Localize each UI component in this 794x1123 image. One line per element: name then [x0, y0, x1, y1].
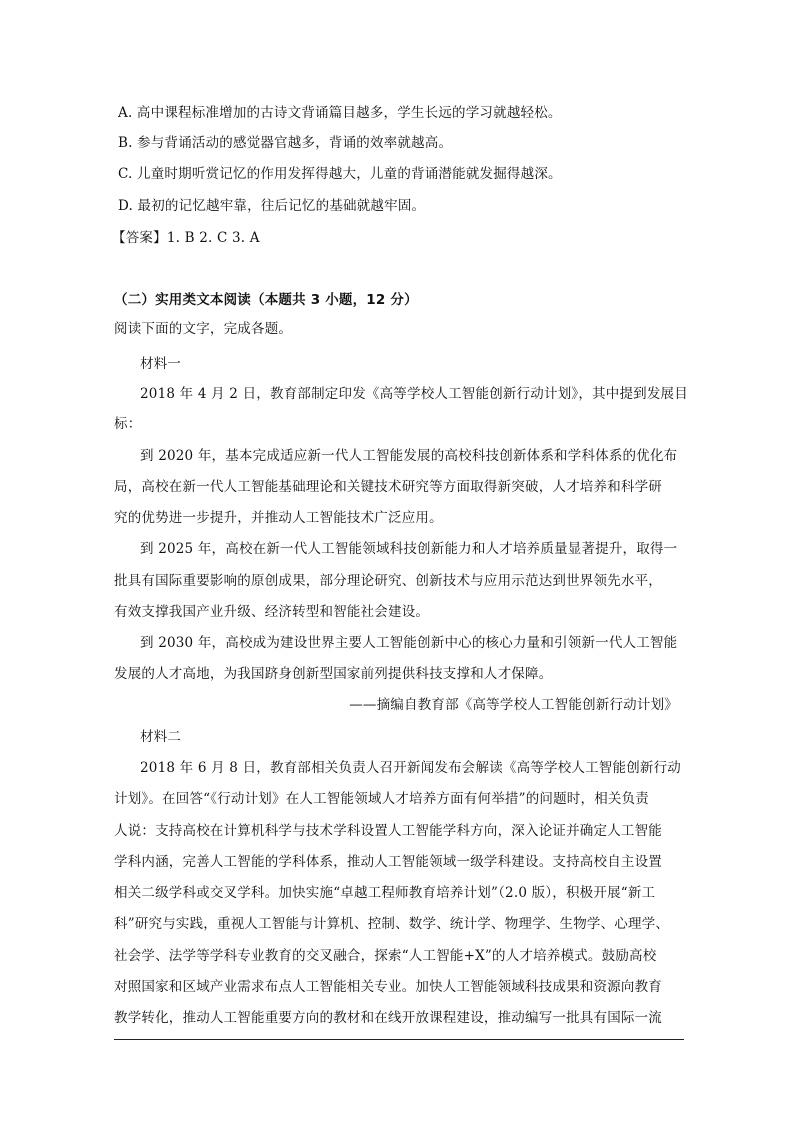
section-heading: （二）实用类文本阅读（本题共 3 小题，12 分）: [114, 292, 418, 308]
material1-p4-line2: 发展的人才高地，为我国跻身创新型国家前列提供科技支撑和人才保障。: [114, 666, 553, 682]
material1-p4-line1: 到 2030 年，高校成为建设世界主要人工智能创新中心的核心力量和引领新一代人工智能: [140, 635, 678, 651]
option-a: A. 高中课程标准增加的古诗文背诵篇目越多，学生长远的学习就越轻松。: [118, 105, 562, 121]
option-c: C. 儿童时期听赏记忆的作用发挥得越大，儿童的背诵潜能就发掘得越深。: [118, 166, 562, 182]
material2-p1-line7: 社会学、法学等学科专业教育的交叉融合，探索“人工智能+X”的人才培养模式。鼓励高校: [114, 948, 657, 964]
material1-p2-line2: 局，高校在新一代人工智能基础理论和关键技术研究等方面取得新突破，人才培养和科学研: [114, 479, 662, 495]
material1-p3-line2: 批具有国际重要影响的原创成果，部分理论研究、创新技术与应用示范达到世界领先水平，: [114, 573, 662, 589]
material1-p3-line3: 有效支撑我国产业升级、经济转型和智能社会建设。: [114, 604, 430, 620]
material2-p1-line5: 相关二级学科或交叉学科。加快实施“卓越工程师教育培养计划”（2.0 版），积极开展“新工: [114, 885, 656, 901]
material2-p1-line9: 教学转化，推动人工智能重要方向的教材和在线开放课程建设，推动编写一批具有国际一流: [114, 1010, 662, 1026]
material2-p1-line6: 科”研究与实践，重视人工智能与计算机、控制、数学、统计学、物理学、生物学、心理学、: [114, 916, 670, 932]
material2-p1-line8: 对照国家和区域产业需求布点人工智能相关专业。加快人工智能领域科技成果和资源向教育: [114, 979, 662, 995]
answer-line: [112, 229, 260, 247]
footer-divider: [114, 1039, 684, 1040]
material1-p1-line2: 标：: [114, 416, 142, 432]
material1-p2-line1: 到 2020 年，基本完成适应新一代人工智能发展的高校科技创新体系和学科体系的优化布: [140, 448, 678, 464]
material1-p3-line1: 到 2025 年，高校在新一代人工智能领域科技创新能力和人才培养质量显著提升，取得一: [140, 541, 678, 557]
option-b: B. 参与背诵活动的感觉器官越多，背诵的效率就越高。: [118, 135, 453, 151]
material2-p1-line1: 2018 年 6 月 8 日，教育部相关负责人召开新闻发布会解读《高等学校人工智能创新行动: [140, 760, 681, 776]
material1-p1-line1: 2018 年 4 月 2 日，教育部制定印发《高等学校人工智能创新行动计划》，其中提到发展目: [140, 386, 688, 402]
material2-p1-line3: 人说：支持高校在计算机科学与技术学科设置人工智能学科方向，深入论证并确定人工智能: [114, 823, 662, 839]
material2-p1-line4: 学科内涵，完善人工智能的学科体系，推动人工智能领域一级学科建设。支持高校自主设置: [114, 854, 662, 870]
answer-label: 【答案】: [112, 230, 167, 246]
answer-text: 1. B 2. C 3. A: [166, 230, 260, 246]
section-instruction: 阅读下面的文字，完成各题。: [114, 321, 293, 337]
material2-title: 材料二: [140, 729, 182, 745]
material1-p2-line3: 究的优势进一步提升，并推动人工智能技术广泛应用。: [114, 510, 443, 526]
option-d: D. 最初的记忆越牢靠，往后记忆的基础就越牢固。: [118, 198, 426, 214]
material1-source: ——摘编自教育部《高等学校人工智能创新行动计划》: [349, 697, 678, 713]
material2-p1-line2: 计划》。在回答“《行动计划》在人工智能领域人才培养方面有何举措”的问题时，相关负责: [114, 791, 650, 807]
material1-title: 材料一: [140, 356, 182, 372]
